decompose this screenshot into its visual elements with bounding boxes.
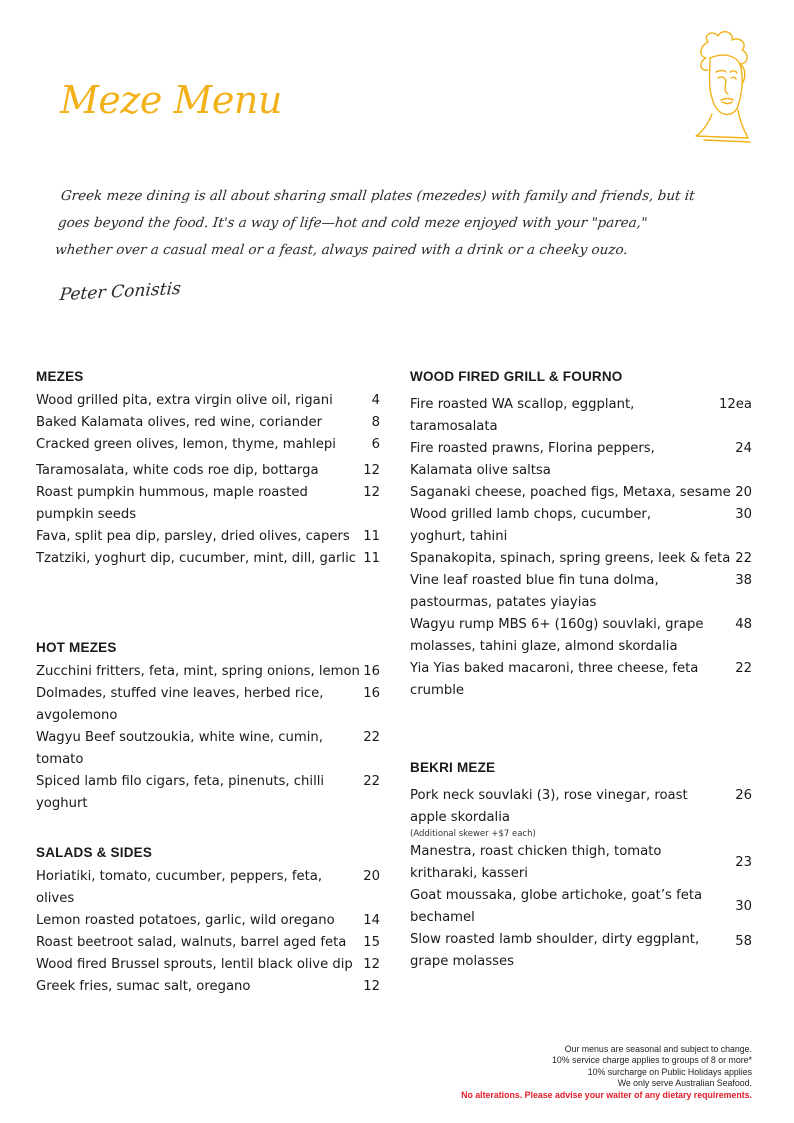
menu-item (36, 727, 380, 771)
menu-item (410, 658, 752, 702)
item-price: 22 (735, 661, 752, 676)
item-name: Roast pumpkin hummous, maple roasted pumpkin seeds (36, 485, 308, 522)
item-name: Yia Yias baked macaroni, three cheese, feta crumble (410, 661, 699, 698)
footer-line: 10% service charge applies to groups of 8 or more* (552, 1055, 752, 1066)
item-name: Wood grilled pita, extra virgin olive oil, rigani (36, 393, 333, 408)
salads-sides-section (36, 845, 380, 998)
menu-item (410, 438, 752, 482)
item-price: 12 (363, 957, 380, 972)
menu-item (36, 661, 380, 683)
menu-item (36, 910, 380, 932)
signature: Peter Conistis (58, 278, 182, 306)
item-name: Spanakopita, spinach, spring greens, leek & feta (410, 551, 731, 566)
item-note: (Additional skewer +$7 each) (410, 829, 536, 839)
item-name: Fava, split pea dip, parsley, dried olives, capers (36, 529, 350, 544)
intro-line: Greek meze dining is all about sharing small plates (mezedes) with family and friends, but it (60, 188, 696, 204)
item-price: 12 (363, 463, 380, 478)
item-name: Cracked green olives, lemon, thyme, mahlepi (36, 437, 336, 452)
menu-item (410, 570, 752, 614)
section-title: WOOD FIRED GRILL & FOURNO (410, 369, 623, 384)
item-name: Fire roasted prawns, Florina peppers, Kalamata olive saltsa (410, 441, 655, 478)
section-title: HOT MEZES (36, 640, 117, 655)
item-name: Zucchini fritters, feta, mint, spring onions, lemon (36, 664, 360, 679)
item-price: 20 (363, 869, 380, 884)
menu-item (36, 771, 380, 815)
item-price: 12ea (719, 397, 752, 412)
footer-line: We only serve Australian Seafood. (617, 1078, 752, 1089)
item-name: Goat moussaka, globe artichoke, goat’s feta bechamel (410, 888, 703, 925)
menu-item (36, 932, 380, 954)
menu-item (36, 866, 380, 910)
bekri-meze-section (410, 760, 752, 973)
item-price: 6 (371, 437, 380, 452)
item-price: 48 (735, 617, 752, 632)
item-name: Saganaki cheese, poached figs, Metaxa, sesame (410, 485, 731, 500)
menu-item (36, 548, 380, 570)
menu-item (36, 412, 380, 434)
footer-line: 10% surcharge on Public Holidays applies (587, 1066, 752, 1077)
item-price: 30 (735, 899, 752, 914)
item-name: Greek fries, sumac salt, oregano (36, 979, 251, 994)
section-title: BEKRI MEZE (410, 760, 496, 775)
item-name: Roast beetroot salad, walnuts, barrel aged feta (36, 935, 347, 950)
item-name: Horiatiki, tomato, cucumber, peppers, feta, olives (36, 869, 323, 906)
item-name: Tzatziki, yoghurt dip, cucumber, mint, dill, garlic (36, 551, 357, 566)
menu-item (36, 526, 380, 548)
item-price: 16 (363, 664, 380, 679)
item-price: 58 (735, 934, 752, 949)
item-name: Taramosalata, white cods roe dip, bottarga (36, 463, 319, 478)
item-name: Fire roasted WA scallop, eggplant, taramosalata (410, 397, 635, 434)
menu-item (36, 390, 380, 412)
dietary-warning: No alterations. Please advise your waiter of any dietary requirements. (461, 1089, 752, 1100)
item-name: Wood grilled lamb chops, cucumber, yoghurt, tahini (410, 507, 652, 544)
item-price: 22 (363, 730, 380, 745)
wood-fired-grill-section (410, 369, 752, 702)
item-price: 11 (363, 529, 380, 544)
item-price: 11 (363, 551, 380, 566)
menu-item (36, 434, 380, 456)
item-price: 22 (735, 551, 752, 566)
menu-item (36, 683, 380, 727)
menu-item (410, 504, 752, 548)
item-price: 15 (363, 935, 380, 950)
item-price: 20 (735, 485, 752, 500)
menu-item (36, 482, 380, 526)
menu-item (410, 482, 752, 504)
item-price: 12 (363, 979, 380, 994)
menu-item (410, 394, 752, 438)
section-title: SALADS & SIDES (36, 845, 153, 860)
intro-line: goes beyond the food. It's a way of life—hot and cold meze enjoyed with your "parea," (57, 215, 649, 231)
menu-item (410, 614, 752, 658)
item-price: 26 (735, 788, 752, 803)
item-name: Spiced lamb filo cigars, feta, pinenuts, chilli yoghurt (36, 774, 325, 811)
menu-item (410, 548, 752, 570)
item-price: 22 (363, 774, 380, 789)
section-title: MEZES (36, 369, 84, 384)
statue-head-logo-icon (688, 28, 756, 146)
item-name: Manestra, roast chicken thigh, tomato kritharaki, kasseri (410, 844, 662, 881)
item-price: 38 (735, 573, 752, 588)
item-price: 30 (735, 507, 752, 522)
menu-item (410, 885, 752, 929)
item-name: Wagyu Beef soutzoukia, white wine, cumin, tomato (36, 730, 323, 767)
item-name: Wood fired Brussel sprouts, lentil black olive dip (36, 957, 353, 972)
menu-item (36, 976, 380, 998)
item-name: Dolmades, stuffed vine leaves, herbed rice, avgolemono (36, 686, 324, 723)
hot-mezes-section (36, 640, 380, 815)
menu-item (410, 785, 752, 829)
item-price: 16 (363, 686, 380, 701)
menu-item (410, 841, 752, 885)
item-price: 8 (371, 415, 380, 430)
intro-line: whether over a casual meal or a feast, always paired with a drink or a cheeky ouzo. (54, 242, 629, 258)
menu-item (36, 954, 380, 976)
page-title: Meze Menu (60, 78, 282, 122)
item-price: 12 (363, 485, 380, 500)
item-name: Wagyu rump MBS 6+ (160g) souvlaki, grape molasses, tahini glaze, almond skordalia (410, 617, 704, 654)
item-name: Slow roasted lamb shoulder, dirty eggplant, grape molasses (410, 932, 700, 969)
menu-item (36, 460, 380, 482)
item-price: 14 (363, 913, 380, 928)
intro-text (54, 183, 763, 264)
footer-notes (461, 1044, 752, 1101)
item-name: Vine leaf roasted blue fin tuna dolma, pastourmas, patates yiayias (410, 573, 659, 610)
item-name: Lemon roasted potatoes, garlic, wild oregano (36, 913, 335, 928)
item-price: 23 (735, 855, 752, 870)
footer-line: Our menus are seasonal and subject to change. (564, 1044, 752, 1054)
item-name: Baked Kalamata olives, red wine, coriander (36, 415, 323, 430)
item-price: 24 (735, 441, 752, 456)
item-name: Pork neck souvlaki (3), rose vinegar, roast apple skordalia (410, 788, 688, 825)
menu-item (410, 929, 752, 973)
item-price: 4 (371, 393, 380, 408)
mezes-section (36, 369, 380, 570)
